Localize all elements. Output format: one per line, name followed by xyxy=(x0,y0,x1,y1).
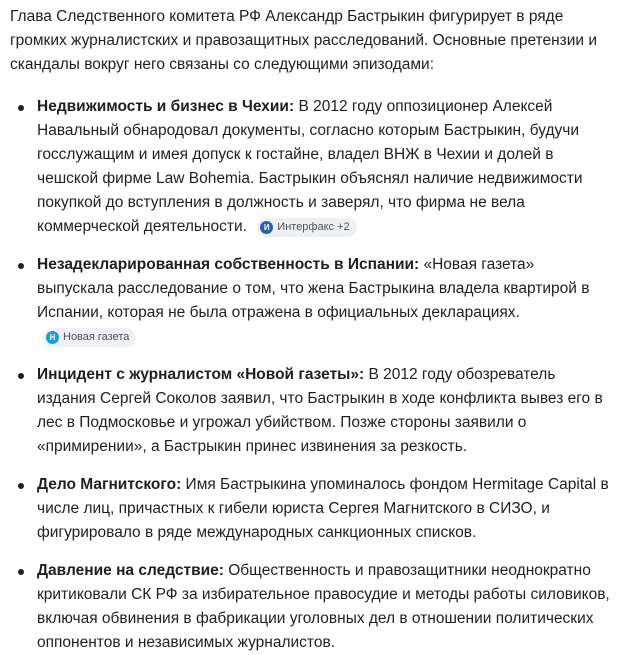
bullet-icon xyxy=(18,263,24,269)
source-chip-interfax[interactable] xyxy=(257,218,356,237)
point-heading: Незадекларированная собственность в Испании: xyxy=(37,256,420,273)
point-heading: Инцидент с журналистом «Новой газеты»: xyxy=(37,366,365,383)
points-list xyxy=(10,95,614,655)
point-text: В 2012 году обозреватель издания Сергей Соколов заявил, что Бастрыкин в ходе конфликта вывез его в лес в Подмосковье и угрожал убийством. Позже стороны заявили о «примирении», а Бастрыкин принес извинения за резкость. xyxy=(37,366,603,455)
point-text: Общественность и правозащитники неоднократно критиковали СК РФ за избирательное правосудие и методы работы силовиков, включая обвинения в фабрикации уголовных дел в отношении политических оппонентов и независимых журналистов. xyxy=(37,562,610,651)
intro-paragraph: Глава Следственного комитета РФ Александр Бастрыкин фигурирует в ряде громких журналистских и правозащитных расследований. Основные претензии и скандалы вокруг него связаны со следующими эпизодами: xyxy=(10,8,598,73)
source-chip-novaya-gazeta[interactable] xyxy=(43,328,136,347)
point-heading: Дело Магнитского: xyxy=(37,476,182,493)
point-text: В 2012 году оппозиционер Алексей Навальный обнародовал документы, согласно которым Бастрыкин, будучи госслужащим и имея допуск к гостайне, владел ВНЖ в Чехии и долей в чешской фирме Law Bohemia. Бастрыкин объяснял наличие недвижимости покупкой до вступления в должность и заверял, что фирма не вела коммерческой деятельности. xyxy=(37,98,583,235)
list-item-journalist-incident xyxy=(10,363,614,459)
bullet-icon xyxy=(18,569,24,575)
point-text: Имя Бастрыкина упоминалось фондом Hermitage Capital в числе лиц, причастных к гибели юриста Сергея Магнитского в СИЗО, и фигурировало в ряде международных санкционных списков. xyxy=(37,476,609,541)
point-text: «Новая газета» выпускала расследование о том, что жена Бастрыкина владела квартирой в Испании, которая не была отражена в официальных декларациях. xyxy=(37,256,590,321)
bullet-icon xyxy=(18,373,24,379)
list-item-investigation-pressure xyxy=(10,559,614,655)
list-item-spain-property xyxy=(10,253,614,349)
point-heading: Давление на следствие: xyxy=(37,562,224,579)
bullet-icon xyxy=(18,483,24,489)
bullet-icon xyxy=(18,105,24,111)
source-chip-label: Новая газета xyxy=(63,331,130,343)
list-item-czech-property xyxy=(10,95,614,239)
interfax-logo-icon: И xyxy=(260,221,273,234)
novaya-gazeta-logo-icon: Н xyxy=(46,331,59,344)
point-heading: Недвижимость и бизнес в Чехии: xyxy=(37,98,295,115)
list-item-magnitsky-case xyxy=(10,473,614,545)
source-chip-label: Интерфакс +2 xyxy=(277,221,350,233)
